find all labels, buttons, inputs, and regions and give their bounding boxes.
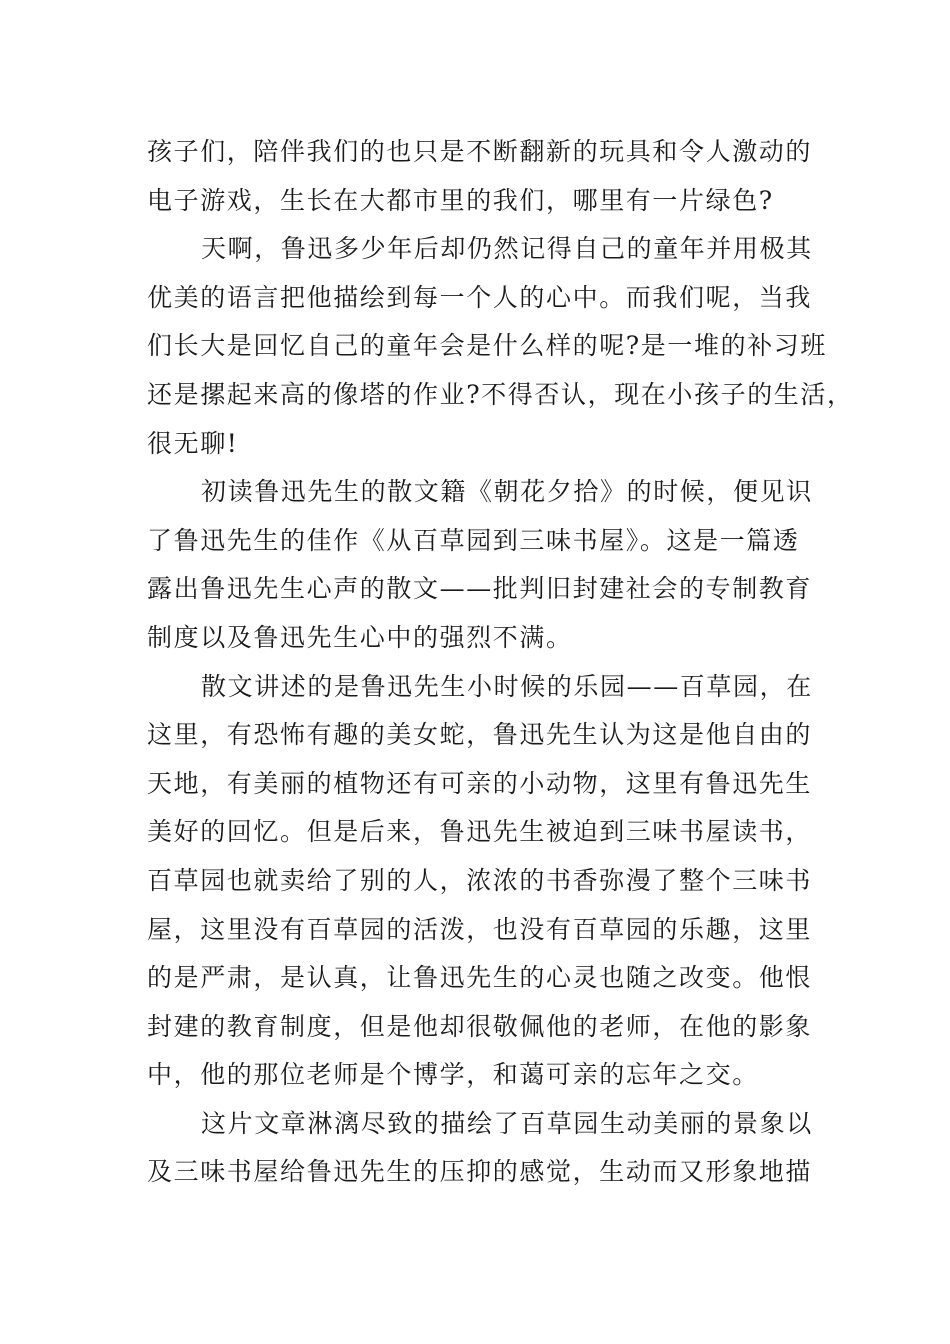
text-line: 初读鲁迅先生的散文籍《朝花夕拾》的时候，便见识 <box>201 477 813 507</box>
text-line: 优美的语言把他描绘到每一个人的心中。而我们呢，当我 <box>147 282 813 312</box>
text-line: 们长大是回忆自己的童年会是什么样的呢?是一堆的补习班 <box>147 331 828 361</box>
text-line: 中，他的那位老师是个博学，和蔼可亲的忘年之交。 <box>147 1060 759 1090</box>
text-line: 及三味书屋给鲁迅先生的压抑的感觉，生动而又形象地描 <box>147 1157 813 1187</box>
text-line: 封建的教育制度，但是他却很敬佩他的老师，在他的影象 <box>147 1011 813 1041</box>
text-line: 散文讲述的是鲁迅先生小时候的乐园——百草园，在 <box>201 671 813 701</box>
paragraph <box>147 225 854 468</box>
text-line: 电子游戏，生长在大都市里的我们，哪里有一片绿色? <box>147 185 774 215</box>
text-line: 还是摞起来高的像塔的作业?不得否认，现在小孩子的生活， <box>147 379 854 409</box>
body-text <box>147 128 854 1197</box>
text-line: 百草园也就卖给了别的人，浓浓的书香弥漫了整个三味书 <box>147 865 813 895</box>
paragraph <box>147 468 811 662</box>
text-line: 很无聊! <box>147 428 239 458</box>
paragraph <box>147 663 811 1100</box>
text-line: 制度以及鲁迅先生心中的强烈不满。 <box>147 622 573 652</box>
paragraph <box>147 128 811 225</box>
text-line: 天啊，鲁迅多少年后却仍然记得自己的童年并用极其 <box>201 234 813 264</box>
text-line: 屋，这里没有百草园的活泼，也没有百草园的乐趣，这里 <box>147 914 813 944</box>
paragraph <box>147 1100 811 1197</box>
text-line: 孩子们，陪伴我们的也只是不断翻新的玩具和令人激动的 <box>147 137 813 166</box>
text-line: 天地，有美丽的植物还有可亲的小动物，这里有鲁迅先生 <box>147 768 813 798</box>
text-line: 露出鲁迅先生心声的散文——批判旧封建社会的专制教育 <box>147 574 813 604</box>
text-line: 了鲁迅先生的佳作《从百草园到三味书屋》。这是一篇透 <box>147 525 800 555</box>
text-line: 美好的回忆。但是后来，鲁迅先生被迫到三味书屋读书， <box>147 817 813 847</box>
text-line: 这里，有恐怖有趣的美女蛇，鲁迅先生认为这是他自由的 <box>147 720 813 750</box>
text-line: 的是严肃，是认真，让鲁迅先生的心灵也随之改变。他恨 <box>147 963 813 993</box>
text-line: 这片文章淋漓尽致的描绘了百草园生动美丽的景象以 <box>201 1108 813 1138</box>
